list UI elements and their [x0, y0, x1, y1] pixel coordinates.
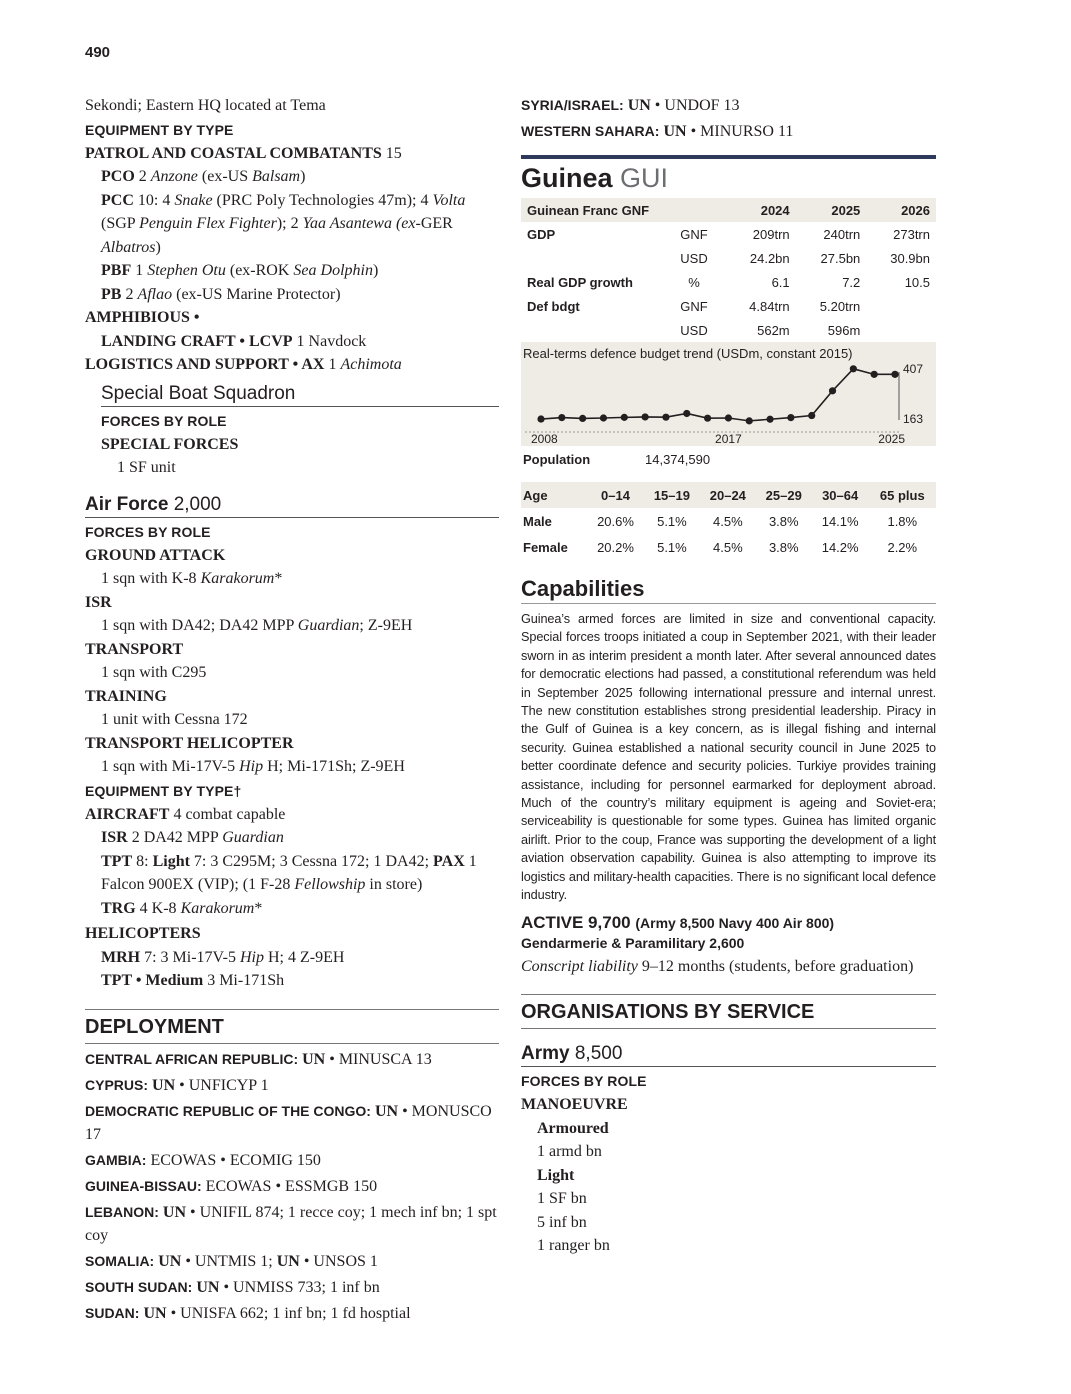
- pb-code: PB: [101, 285, 122, 303]
- age-cell: Male: [523, 513, 552, 529]
- af-mrh-line: [85, 946, 499, 970]
- pco-text: 2: [138, 168, 151, 185]
- age-cell: 25–29: [765, 487, 802, 503]
- pcc-name3: Penguin Flex Fighter: [139, 215, 277, 232]
- deployment-detail: • UNISFA 662; 1 inf bn; 1 fd hosptial: [166, 1304, 411, 1322]
- pbf-text2: (ex-ROK: [225, 262, 294, 279]
- af-tpt-line: [85, 850, 499, 897]
- chart-point: [621, 414, 628, 421]
- chart-point: [891, 371, 898, 378]
- age-cell: 4.5%: [713, 513, 743, 529]
- age-row: [521, 508, 936, 534]
- gendarmerie-line: Gendarmerie & Paramilitary 2,600: [521, 934, 745, 951]
- chart-point: [808, 412, 815, 419]
- army-ranger-bn: 1 ranger bn: [537, 1237, 610, 1254]
- army-inf-bn: 5 inf bn: [537, 1213, 587, 1231]
- deployment-country: CYPRUS:: [85, 1076, 149, 1093]
- pcc-name4: Yaa Asantewa (ex-: [302, 215, 421, 232]
- chart-y-tick-label: 163: [903, 412, 924, 427]
- af-ga-unit-name: Karakorum: [200, 570, 275, 587]
- deployment-detail: ECOWAS • ESSMGB 150: [205, 1177, 378, 1195]
- af-tpt2-line: [85, 969, 499, 993]
- pb-text2: (ex-US Marine Protector): [172, 285, 341, 303]
- pco-text2: (ex-US: [197, 168, 253, 185]
- af-transport: TRANSPORT: [85, 640, 184, 658]
- econ-header-currency: Guinean Franc GNF: [527, 202, 650, 218]
- logistics-name: Achimota: [340, 356, 402, 373]
- af-tpt-light: Light: [152, 852, 190, 870]
- equipment-heading: EQUIPMENT BY TYPE: [85, 121, 234, 138]
- deployment-wsahara: [521, 120, 936, 143]
- af-equipment-heading: EQUIPMENT BY TYPE†: [85, 782, 242, 799]
- af-isr2-text: 2 DA42 MPP: [127, 829, 223, 846]
- chart-x-tick-label: 2008: [531, 432, 558, 446]
- chart-x-tick-label: 2017: [715, 432, 742, 446]
- age-cell: 20.2%: [597, 539, 634, 555]
- chart-point: [829, 387, 836, 394]
- af-tpt-code: TPT: [101, 852, 133, 870]
- deployment-org: UN: [162, 1203, 186, 1221]
- pco-text3: ): [300, 168, 306, 185]
- econ-cell: 596m: [827, 322, 861, 338]
- age-body: [521, 482, 936, 560]
- pbf-code: PBF: [101, 262, 132, 279]
- af-mrh-text: 7: 3 Mi-17V-5: [140, 948, 240, 966]
- econ-header-unit: [663, 198, 725, 222]
- chart-point: [683, 410, 690, 417]
- af-forces-by-role: FORCES BY ROLE: [85, 523, 211, 540]
- af-isr: ISR: [85, 593, 112, 611]
- patrol-line: [85, 142, 499, 166]
- deployment-org: UN: [276, 1252, 300, 1270]
- deployment-country: SOUTH SUDAN:: [85, 1278, 193, 1295]
- af-trg-line: [85, 897, 499, 921]
- syria-org: UN: [627, 97, 651, 114]
- sbs-title: Special Boat Squadron: [101, 383, 499, 407]
- af-ga-unit: [85, 567, 499, 591]
- chart-x-tick-label: 2025: [878, 432, 905, 446]
- deployment-item: [85, 1302, 499, 1325]
- syria-rest: • UNDOF 13: [650, 97, 740, 114]
- sbs-special-forces: SPECIAL FORCES: [101, 435, 239, 453]
- deployment-item: [85, 1048, 499, 1071]
- pcc-line: [85, 189, 499, 260]
- orgs-title: ORGANISATIONS BY SERVICE: [521, 994, 936, 1029]
- econ-row: [521, 270, 936, 294]
- chart-point: [766, 416, 773, 423]
- age-cell: 14.1%: [821, 513, 859, 529]
- intro-line: Sekondi; Eastern HQ located at Tema: [85, 97, 326, 114]
- econ-row: [521, 222, 936, 246]
- econ-cell: 4.84trn: [749, 298, 790, 314]
- deployment-org: UN: [143, 1304, 167, 1322]
- active-detail: (Army 8,500 Navy 400 Air 800): [635, 914, 835, 931]
- deployment-country: DEMOCRATIC REPUBLIC OF THE CONGO:: [85, 1102, 371, 1119]
- conscript-label: Conscript liability: [521, 957, 638, 975]
- af-training-unit: 1 unit with Cessna 172: [101, 711, 248, 728]
- sbs-section: [85, 383, 499, 480]
- af-th-unit-text: 1 sqn with Mi-17V-5: [101, 758, 240, 775]
- pco-code: PCO: [101, 168, 135, 185]
- pcc-text4: ); 2: [276, 215, 303, 232]
- econ-cell: 30.9bn: [890, 250, 930, 266]
- sbs-forces-by-role: FORCES BY ROLE: [101, 412, 227, 429]
- econ-header-2026: 2026: [901, 202, 930, 218]
- pcc-code: PCC: [101, 191, 134, 209]
- pbf-text: 1: [135, 262, 148, 279]
- af-th-unit-tail: H; Mi-171Sh; Z-9EH: [263, 758, 405, 775]
- pco-name: Anzone: [150, 168, 198, 185]
- country-code: GUI: [620, 163, 669, 193]
- landing-label: LANDING CRAFT • LCVP: [101, 332, 293, 350]
- patrol-label: PATROL AND COASTAL COMBATANTS: [85, 144, 382, 162]
- logistics-text: 1: [324, 356, 341, 373]
- chart-svg: [521, 342, 936, 446]
- af-isr2-line: [85, 826, 499, 850]
- af-th-unit: [85, 755, 499, 779]
- army-light: Light: [537, 1166, 575, 1184]
- age-cell: Age: [523, 487, 548, 503]
- econ-cell: Real GDP growth: [527, 274, 633, 290]
- pb-line: [85, 283, 499, 307]
- econ-cell: %: [688, 274, 700, 290]
- econ-cell: USD: [680, 322, 708, 338]
- chart-point: [725, 414, 732, 421]
- army-armoured: Armoured: [537, 1119, 609, 1137]
- econ-cell: Def bdgt: [527, 298, 580, 314]
- af-trg-text: 4 K-8: [135, 899, 181, 917]
- af-mrh-tail: H; 4 Z-9EH: [263, 948, 345, 966]
- deployment-country: SUDAN:: [85, 1304, 140, 1321]
- airforce-name: Air Force: [85, 493, 169, 515]
- age-cell: 14.2%: [821, 539, 859, 555]
- army-count: 8,500: [574, 1043, 623, 1064]
- active-label: ACTIVE 9,700: [521, 912, 631, 932]
- af-tpt-pax: PAX: [433, 852, 465, 870]
- pco-line: [85, 165, 499, 189]
- deployment-detail: • UNTMIS 1;: [181, 1252, 277, 1270]
- chart-point: [558, 414, 565, 421]
- af-tpt-text2: 7: 3 C295M; 3 Cessna 172; 1 DA42;: [189, 852, 434, 870]
- af-ground-attack: GROUND ATTACK: [85, 546, 226, 564]
- syria-key: SYRIA/ISRAEL:: [521, 97, 624, 113]
- pb-text: 2: [125, 285, 138, 303]
- deployment-item: [85, 1201, 499, 1247]
- deployment-country: GAMBIA:: [85, 1151, 147, 1168]
- age-cell: 4.5%: [713, 539, 743, 555]
- chart-point: [600, 414, 607, 421]
- econ-cell: [521, 246, 663, 270]
- chart-title: Real-terms defence budget trend (USDm, constant 2015): [523, 346, 853, 361]
- age-cell: 5.1%: [657, 513, 687, 529]
- af-mrh-code: MRH: [101, 948, 141, 966]
- age-cell: Female: [523, 539, 568, 555]
- af-ga-unit-text: 1 sqn with K-8: [101, 570, 201, 587]
- airforce-title: [85, 494, 499, 518]
- deployment-item: [85, 1175, 499, 1198]
- pb-name: Aflao: [137, 285, 173, 303]
- deployment-org: UN: [152, 1076, 176, 1094]
- right-column: [521, 94, 936, 1258]
- af-ga-unit-tail: *: [274, 570, 283, 587]
- econ-cell: 27.5bn: [820, 250, 861, 266]
- army-forces-by-role: FORCES BY ROLE: [521, 1073, 647, 1089]
- patrol-count: 15: [385, 144, 402, 162]
- pcc-text: 10: 4: [137, 191, 175, 209]
- chart-point: [704, 415, 711, 422]
- budget-chart: [521, 342, 936, 446]
- page-number: 490: [85, 44, 111, 61]
- army-manoeuvre: MANOEUVRE: [521, 1096, 628, 1113]
- chart-point: [642, 413, 649, 420]
- econ-cell: 209trn: [752, 226, 790, 242]
- econ-cell: 240trn: [823, 226, 861, 242]
- pcc-text3: (SGP: [101, 215, 140, 232]
- deployment-org: UN: [196, 1278, 220, 1296]
- age-cell: 0–14: [601, 487, 630, 503]
- econ-header-2024: 2024: [760, 202, 790, 218]
- af-tpt-text4: in store): [365, 876, 423, 893]
- age-cell: 2.2%: [887, 539, 918, 555]
- af-aircraft-count: 4 combat capable: [169, 805, 286, 823]
- deployment-list: [85, 1048, 499, 1325]
- deployment-item: [85, 1250, 499, 1273]
- deployment-item: [85, 1100, 499, 1146]
- af-tpt2-code: TPT • Medium: [101, 972, 204, 989]
- af-tpt2-text: 3 Mi-171Sh: [203, 972, 285, 989]
- age-cell: 20.6%: [597, 513, 634, 529]
- airforce-count: 2,000: [173, 493, 222, 515]
- chart-y-tick-label: 407: [903, 361, 924, 376]
- age-cell: 65 plus: [879, 487, 925, 503]
- deployment-org: UN: [158, 1252, 182, 1270]
- age-cell: 3.8%: [768, 539, 799, 555]
- af-isr-unit: [85, 614, 499, 638]
- capabilities-text: Guinea’s armed forces are limited in size and conventional capacity. Special forces troops initiated a coup in September 2021, with their leader sworn in as interim president a month later. After several announced dates for democratic elections had passed, a constitutional referendum was held in September 2025 following international pressure and internal unrest. The new constitution establishes strong presidential leadership. Piracy in the Gulf of Guinea is a key concern, as is illegal fishing and internal security. Guinea established a national security council in June 2025 to better coordinate defence and security policies. Turkiye provides training assistance, including for personnel earmarked for deployment abroad. Much of the country’s military equipment is ageing and Soviet-era; serviceability is questionable for some types. Guinea has limited organic airlift. Prior to the coup, France was supporting the development of a light aviation observation capability. Guinea is also attempting to improve its logistics and military-health capacities. There is no significant local defence industry.: [521, 612, 936, 903]
- deployment-item: [85, 1074, 499, 1097]
- af-isr-unit-text: 1 sqn with DA42; DA42 MPP: [101, 617, 298, 634]
- wsahara-rest: • MINURSO 11: [686, 123, 794, 140]
- pbf-name: Stephen Otu: [147, 262, 226, 279]
- econ-body: [521, 222, 936, 342]
- af-trg-code: TRG: [101, 899, 136, 917]
- age-cell: 15–19: [653, 487, 690, 503]
- age-cell: 5.1%: [657, 539, 687, 555]
- chart-point: [746, 417, 753, 424]
- deployment-detail: • UNFICYP 1: [175, 1076, 269, 1094]
- pbf-text3: ): [372, 262, 379, 279]
- econ-cell: 5.20trn: [819, 298, 861, 314]
- af-isr-unit-tail: ; Z-9EH: [359, 617, 413, 634]
- econ-cell: 10.5: [904, 274, 930, 290]
- army-armd-bn: 1 armd bn: [537, 1143, 602, 1160]
- af-trg-name: Karakorum: [180, 899, 255, 917]
- pbf-line: [85, 259, 499, 283]
- af-transport-helicopter: TRANSPORT HELICOPTER: [85, 734, 294, 752]
- econ-cell: 562m: [757, 322, 790, 338]
- econ-cell: 273trn: [893, 226, 930, 242]
- af-mrh-name: Hip: [239, 948, 264, 966]
- deployment-syria: [521, 94, 936, 117]
- econ-row: [521, 246, 936, 270]
- chart-point: [787, 414, 794, 421]
- econ-header-row: [521, 198, 936, 222]
- left-column: [85, 94, 499, 1328]
- age-cell: 30–64: [822, 487, 859, 503]
- deployment-detail: • UNIFIL 874; 1 recce coy; 1 mech inf bn; 1 spt coy: [85, 1203, 497, 1244]
- af-training: TRAINING: [85, 687, 167, 705]
- deployment-detail: • UNMISS 733; 1 inf bn: [219, 1278, 380, 1296]
- age-cell: 3.8%: [768, 513, 799, 529]
- chart-point: [662, 414, 669, 421]
- logistics-label: LOGISTICS AND SUPPORT • AX: [85, 356, 325, 373]
- econ-row: [521, 318, 936, 342]
- af-isr-unit-name: Guardian: [297, 617, 360, 634]
- econ-cell: [866, 294, 936, 318]
- deployment-item: [85, 1276, 499, 1299]
- population-value: 14,374,590: [645, 452, 711, 467]
- af-trg-tail: *: [254, 899, 263, 917]
- country-title: [521, 163, 936, 194]
- chart-point: [850, 365, 857, 372]
- econ-cell: GDP: [527, 226, 556, 242]
- conscript-line: [521, 955, 936, 979]
- pcc-name5: Albatros: [101, 238, 156, 256]
- econ-cell: GNF: [680, 298, 708, 314]
- af-isr2-name: Guardian: [222, 829, 284, 846]
- conscript-text: 9–12 months (students, before graduation): [637, 957, 914, 975]
- af-helicopters: HELICOPTERS: [85, 925, 201, 942]
- af-aircraft-label: AIRCRAFT: [85, 805, 170, 823]
- deployment-country: GUINEA-BISSAU:: [85, 1177, 202, 1194]
- deployment-detail: • UNSOS 1: [299, 1252, 378, 1270]
- econ-cell: GNF: [680, 226, 708, 242]
- econ-cell: [521, 318, 663, 342]
- econ-cell: USD: [680, 250, 708, 266]
- pcc-text6: ): [155, 238, 161, 256]
- af-transport-unit: 1 sqn with C295: [101, 664, 207, 681]
- pbf-class: Sea Dolphin: [293, 262, 373, 279]
- wsahara-key: WESTERN SAHARA:: [521, 123, 660, 139]
- age-header-row: [521, 482, 936, 508]
- deployment-org: UN: [302, 1050, 326, 1068]
- pcc-name1: Snake: [174, 191, 213, 209]
- capabilities-title-text: Capabilities: [521, 576, 645, 601]
- deployment-item: [85, 1149, 499, 1172]
- age-row: [521, 534, 936, 560]
- sbs-unit: 1 SF unit: [117, 459, 176, 476]
- age-cell: 1.8%: [887, 513, 918, 529]
- wsahara-org: UN: [663, 123, 687, 140]
- army-title: [521, 1043, 936, 1067]
- army-sf-bn: 1 SF bn: [537, 1190, 587, 1207]
- af-tpt-name: Fellowship: [294, 876, 366, 893]
- econ-header-2025: 2025: [831, 202, 861, 218]
- chart-point: [537, 415, 544, 422]
- active-line: [521, 913, 936, 933]
- deployment-detail: ECOWAS • ECOMIG 150: [150, 1151, 321, 1169]
- af-tpt-text1: 8:: [132, 852, 153, 870]
- econ-cell: [866, 318, 936, 342]
- econ-cell: 6.1: [771, 274, 790, 290]
- pcc-text5: GER: [420, 215, 453, 232]
- age-cell: 20–24: [709, 487, 746, 503]
- landing-line: [85, 330, 499, 354]
- deployment-detail: • MINUSCA 13: [325, 1050, 432, 1068]
- country-name: Guinea: [521, 163, 613, 193]
- af-tpt-text3: 1 Falcon 900EX (VIP); (1 F-28: [101, 852, 477, 893]
- amphibious-label: AMPHIBIOUS •: [85, 309, 200, 326]
- chart-point: [579, 415, 586, 422]
- econ-cell: 24.2bn: [749, 250, 790, 266]
- population-label: Population: [523, 452, 591, 467]
- landing-text: 1 Navdock: [292, 332, 367, 350]
- deployment-detail: • MONUSCO 17: [85, 1102, 492, 1143]
- population-row: [521, 446, 936, 474]
- economic-table: [521, 198, 936, 342]
- af-aircraft-line: [85, 803, 499, 827]
- af-th-unit-name: Hip: [239, 758, 264, 775]
- army-name: Army: [521, 1043, 570, 1064]
- af-isr2-code: ISR: [101, 829, 128, 846]
- age-table: [521, 482, 936, 560]
- pcc-name2: Volta: [432, 191, 466, 209]
- capabilities-title: [521, 576, 936, 604]
- econ-cell: 7.2: [842, 274, 861, 290]
- deployment-country: SOMALIA:: [85, 1252, 155, 1269]
- deployment-country: CENTRAL AFRICAN REPUBLIC:: [85, 1050, 299, 1067]
- deployment-title: DEPLOYMENT: [85, 1009, 499, 1044]
- econ-row: [521, 294, 936, 318]
- country-top-bar: [521, 155, 936, 159]
- pco-class: Balsam: [252, 168, 301, 185]
- deployment-country: LEBANON:: [85, 1203, 159, 1220]
- chart-series-line: [541, 369, 895, 421]
- chart-point: [871, 371, 878, 378]
- logistics-line: [85, 353, 499, 377]
- deployment-org: UN: [374, 1102, 399, 1120]
- pcc-text2: (PRC Poly Technologies 47m); 4: [212, 191, 433, 209]
